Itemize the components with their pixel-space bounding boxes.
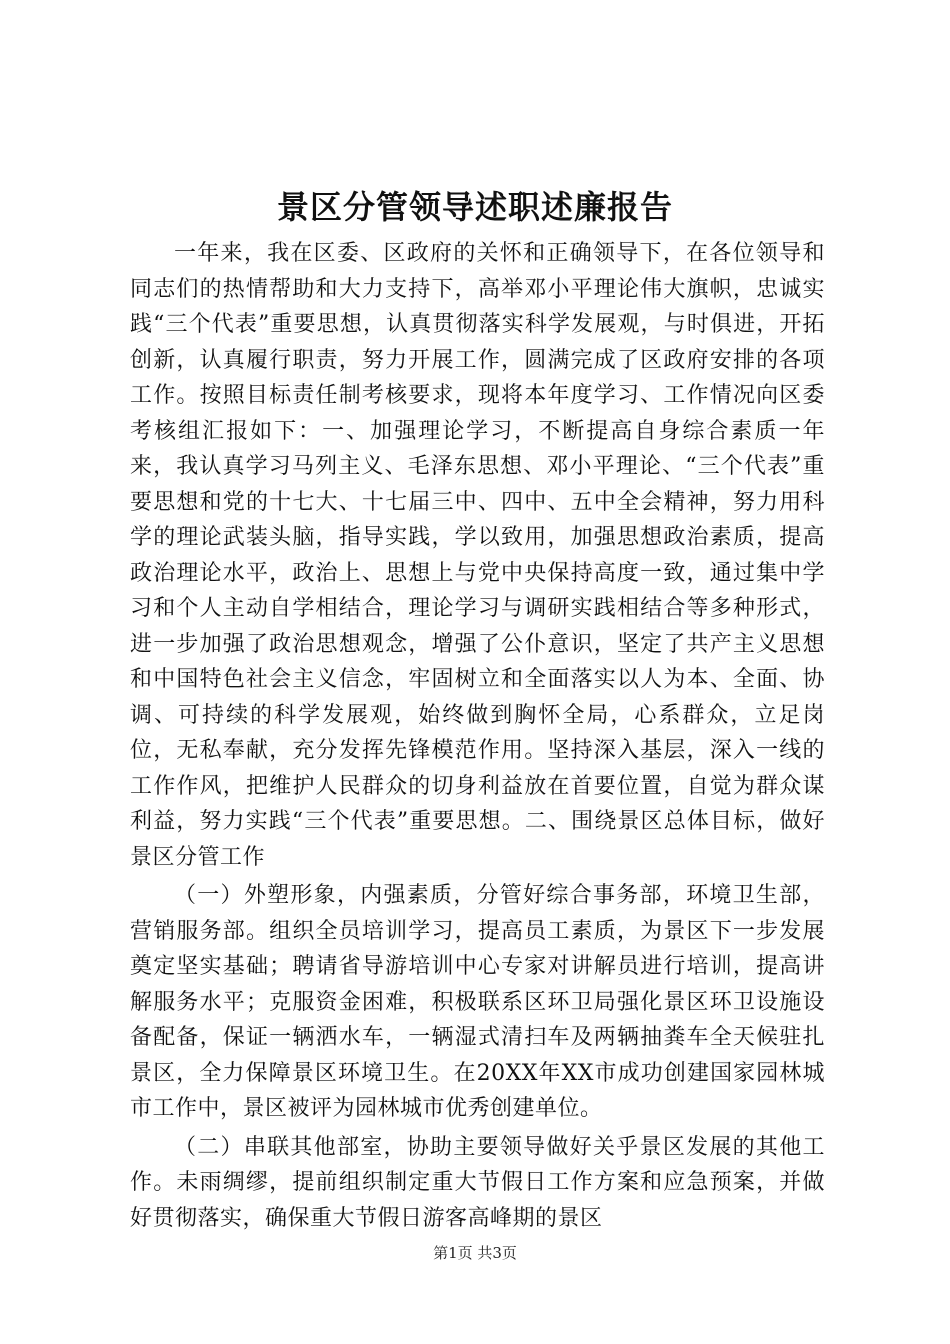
paragraph-section-1: （一）外塑形象，内强素质，分管好综合事务部，环境卫生部，营销服务部。组织全员培训学习，提高员工素质，为景区下一步发展奠定坚实基础；聘请省导游培训中心专家对讲解员进行培训，提高讲解服务水平；克服资金困难，积极联系区环卫局强化景区环卫设施设备配备，保证一辆洒水车，一辆湿式清扫车及两辆抽粪车全天候驻扎景区，全力保障景区环境卫生。在20XX年XX市成功创建国家园林城市工作中，景区被评为园林城市优秀创建单位。 [130, 883, 825, 1121]
paragraph-section-2: （二）串联其他部室，协助主要领导做好关乎景区发展的其他工作。未雨绸缪，提前组织制定重大节假日工作方案和应急预案，并做好贯彻落实，确保重大节假日游客高峰期的景区 [130, 1134, 825, 1231]
paragraph-intro: 一年来，我在区委、区政府的关怀和正确领导下，在各位领导和同志们的热情帮助和大力支持下，高举邓小平理论伟大旗帜，忠诚实践“三个代表”重要思想，认真贯彻落实科学发展观，与时俱进，开拓创新，认真履行职责，努力开展工作，圆满完成了区政府安排的各项工作。按照目标责任制考核要求，现将本年度学习、工作情况向区委考核组汇报如下：一、加强理论学习，不断提高自身综合素质一年来，我认真学习马列主义、毛泽东思想、邓小平理论、“三个代表”重要思想和党的十七大、十七届三中、四中、五中全会精神，努力用科学的理论武装头脑，指导实践，学以致用，加强思想政治素质，提高政治理论水平，政治上、思想上与党中央保持高度一致，通过集中学习和个人主动自学相结合，理论学习与调研实践相结合等多种形式，进一步加强了政治思想观念，增强了公仆意识，坚定了共产主义思想和中国特色社会主义信念，牢固树立和全面落实以人为本、全面、协调、可持续的科学发展观，始终做到胸怀全局，心系群众，立足岗位，无私奉献，充分发挥先锋模范作用。坚持深入基层，深入一线的工作作风，把维护人民群众的切身利益放在首要位置，自觉为群众谋利益，努力实践“三个代表”重要思想。二、围绕景区总体目标，做好景区分管工作 [130, 241, 825, 870]
document-body [130, 236, 825, 1236]
document-title: 景区分管领导述职述廉报告 [276, 188, 673, 226]
page-number-footer: 第1页 共3页 [433, 1244, 517, 1262]
